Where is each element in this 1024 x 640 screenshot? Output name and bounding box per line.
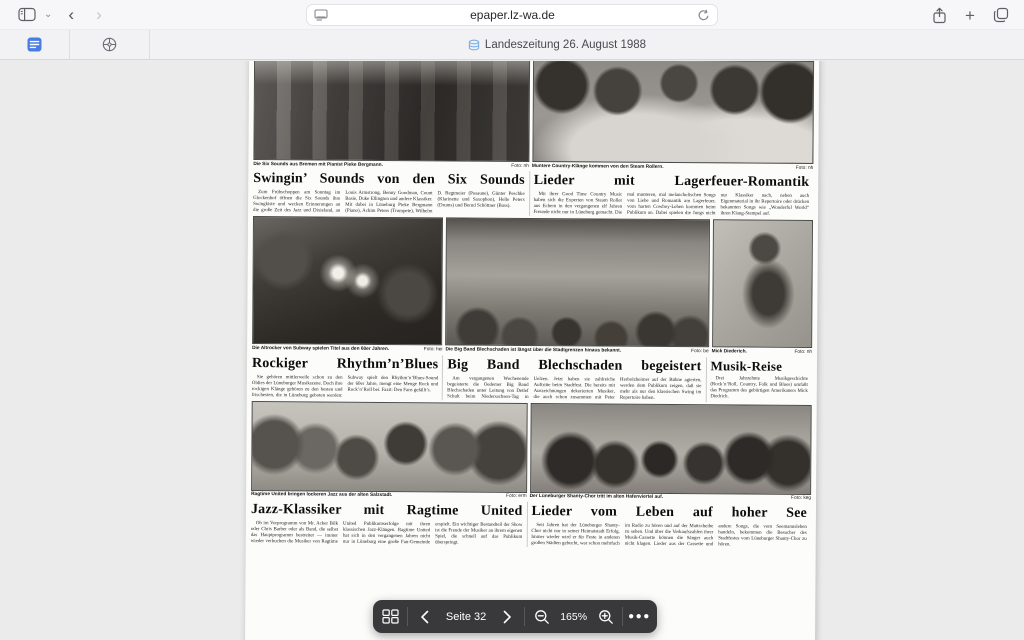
article-musik-reise bbox=[705, 357, 812, 403]
article-body: Sie gehören mittlerweile schon zu den Oldies der Lüneburger Musikszene. Doch ihre rockigen Klänge gehören zu den besten und frischesten, die in Lüneburg geboten werden: Subway spielt den Rhythm’n’Blues-Sound der 60er Jahre, mengt eine Menge Rock und Rock’n’Roll bei. Fazit: Den Fans gefällt’s. bbox=[251, 374, 439, 399]
toolbar-divider bbox=[524, 607, 525, 626]
plus-icon: + bbox=[965, 5, 975, 25]
article-blechschaden bbox=[442, 355, 705, 402]
photo-block-mick-diederich bbox=[712, 220, 813, 356]
back-button[interactable]: ‹ bbox=[68, 5, 75, 24]
photo-credit: Foto: hei bbox=[423, 347, 443, 353]
page-indicator: Seite 32 bbox=[445, 610, 487, 623]
photo-six-sounds bbox=[253, 61, 529, 162]
article-lagerfeuer bbox=[529, 171, 814, 218]
toolbar-divider bbox=[622, 607, 623, 626]
article-headline: Jazz-Klassiker mit Ragtime United bbox=[250, 501, 523, 519]
magnifier-minus-icon bbox=[534, 609, 550, 625]
photo-credit: Foto: nh bbox=[795, 165, 814, 171]
article-six-sounds bbox=[253, 169, 529, 216]
photo-steam-rollers bbox=[532, 61, 814, 164]
article-shanty bbox=[526, 502, 811, 549]
article-headline: Lieder vom Leben auf hoher See bbox=[531, 503, 808, 521]
article-headline: Swingin’ Sounds von den Six Sounds bbox=[253, 171, 525, 189]
new-tab-button[interactable] bbox=[959, 4, 981, 26]
photo-blechschaden bbox=[446, 218, 710, 348]
sidebar-chevron-down-icon[interactable]: ⌄ bbox=[44, 9, 53, 20]
page-format-icon[interactable] bbox=[314, 9, 328, 22]
toolbar-divider bbox=[407, 607, 408, 626]
article-body: Drei Jahrzehnte Musikgeschichte (Rock’n’Roll, Country, Folk und Blues) umfaßt das Programm des gebürtigen Amerikaners Mick Diedrich. bbox=[710, 376, 808, 400]
photo-caption: Mick Diederich. bbox=[711, 349, 747, 355]
photo-row-1 bbox=[253, 61, 814, 171]
browser-titlebar bbox=[0, 0, 1024, 30]
photo-credit: Foto: be bbox=[691, 348, 709, 355]
article-row-2 bbox=[252, 354, 812, 403]
article-headline: Big Band Blechschaden begeistert bbox=[447, 356, 702, 374]
article-row-3 bbox=[251, 500, 811, 549]
sidebar-icon bbox=[18, 7, 36, 22]
article-body: Zum Frühschoppen am Sonntag im Glockenhof öffnen die Six Sounds ihre Swingkiste und wecken Erinnerungen an die große Zeit des Jazz und Dixieland, an Louis Armstrong, Benny Goodman, Count Basie, Duke Ellington und andere Klassiker. Mit dabei in Lüneburg Pieke Bergmann (Piano), Achim Peters (Trompete), Wilhelm D. Regtmeier (Posaune), Günter Peschke (Klarinette und Saxophon), Helle Peters (Drums) und Bernd Schöttner (Bass). bbox=[253, 190, 525, 215]
viewer-toolbar bbox=[373, 600, 657, 633]
article-headline: Rockiger Rhythm’n’Blues bbox=[251, 355, 439, 372]
photo-caption: Muntere Country-Klänge kommen von den Steam Rollern. bbox=[531, 163, 664, 170]
url-text: epaper.lz-wa.de bbox=[470, 8, 555, 22]
photo-caption: Ragtime United bringen lockeren Jazz aus der alten Salzstadt. bbox=[251, 492, 393, 499]
reload-button[interactable] bbox=[697, 9, 710, 22]
article-headline: Lieder mit Lagerfeuer-Romantik bbox=[533, 173, 810, 191]
reader-document-icon bbox=[27, 37, 42, 52]
photo-block-shanty-chor bbox=[530, 403, 812, 502]
photo-caption: Die Big Band Blechschaden ist längst über die Stadtgrenzen hinaus bekannt. bbox=[445, 347, 622, 354]
more-options-button[interactable] bbox=[626, 604, 653, 629]
ellipsis-icon: ●●● bbox=[628, 611, 651, 622]
zoom-level: 165% bbox=[560, 610, 588, 623]
photo-row-3 bbox=[251, 401, 812, 502]
article-headline: Musik-Reise bbox=[710, 357, 783, 374]
article-body: Seit Jahren hat der Lüneburger Shanty-Chor nicht nur in seiner Heimatstadt Erfolg. Immer wieder wird er für Feste in anderen großen Städten gebucht, war schon mehrfach im Radio zu hören und auf der Mattscheibe zu sehen. Und über die Verkaufszahlen ihrer Musik-Cassette können die Sänger auch nicht klagen. Lieder aus der Cassette und andere Songs, die vom Seemannsleben handeln, bekommen die Besucher des Stadtfestes vom Lüneburger Shanty-Chor zu hören. bbox=[531, 522, 807, 548]
photo-mick-diederich bbox=[712, 220, 813, 349]
photo-ragtime-united bbox=[251, 401, 527, 493]
photo-block-ragtime bbox=[251, 401, 527, 500]
pinned-tab-reader[interactable] bbox=[0, 30, 70, 59]
tab-overview-button[interactable] bbox=[990, 4, 1012, 26]
pages-overview-button[interactable] bbox=[377, 604, 404, 629]
photo-credit: Foto: erm bbox=[506, 493, 527, 500]
photo-subway bbox=[252, 216, 443, 345]
photo-caption: Der Lüneburger Shanty-Chor tritt im alten Hafenviertel auf. bbox=[529, 494, 664, 500]
photo-credit: Foto: nh bbox=[794, 349, 813, 355]
photo-caption: Die Altrocker von Subway spielen Titel aus den 60er Jahren. bbox=[252, 345, 390, 352]
newspaper-page[interactable] bbox=[245, 61, 819, 640]
previous-page-button[interactable] bbox=[411, 604, 438, 629]
share-button[interactable] bbox=[928, 4, 950, 26]
url-field[interactable] bbox=[306, 4, 718, 26]
article-row-1 bbox=[253, 169, 813, 218]
article-body: Mit ihrer Good Time Country Music haben sich die Experten von Steam Roller aus Echem in den vergangenen elf Jahren Freunde nicht nur in Lüneburg gemacht. Die mal munteren, mal melancholischen Songs von Liebe und Romantik am Lagerfeuer, vom harten Cowboy-Leben kommen beim Publikum an. Dabei spielen die Jungs nicht nur Klassiker nach, neben auch Eigenmaterial in ihr Repertoire oder drücken bekannten Songs wie „Wonderful World“ ihren Klang-Stempel auf. bbox=[533, 192, 810, 217]
photo-block-steam-rollers bbox=[532, 61, 814, 171]
chevron-left-icon bbox=[420, 610, 429, 624]
article-ragtime bbox=[251, 500, 527, 547]
photo-block-blechschaden bbox=[445, 218, 709, 355]
photo-credit: Foto: nh bbox=[511, 163, 529, 169]
article-body: Ob im Vorprogramm von Mr. Acker Bilk oder Chris Barber oder als Band, die selbst das Hauptprogramm bestreitet — immer wieder verbuchen die Musiker von Ragtime United Publikumserfolge mit ihren klassischen Jazz-Klängen. Ragtime United hat sich in den vergangenen Jahren nicht nur in Lüneburg eine große Fan-Gemeinde erspielt. Ein wichtiger Bestandteil der Show ist die Freude der Musiker an ihrem eigenen Spiel, die schnell auf das Publikum überspringt. bbox=[250, 520, 523, 546]
next-page-button[interactable] bbox=[494, 604, 521, 629]
photo-credit: Foto: keg bbox=[791, 495, 812, 502]
sidebar-toggle-button[interactable] bbox=[16, 4, 38, 26]
tab-title: Landeszeitung 26. August 1988 bbox=[484, 38, 647, 51]
active-tab[interactable] bbox=[90, 30, 1024, 59]
grid-icon bbox=[382, 609, 399, 624]
zoom-in-button[interactable] bbox=[592, 604, 619, 629]
photo-block-six-sounds bbox=[253, 61, 529, 169]
zoom-out-button[interactable] bbox=[528, 604, 555, 629]
site-favicon bbox=[468, 39, 480, 51]
forward-button[interactable]: › bbox=[96, 5, 102, 24]
photo-caption: Die Six Sounds aus Bremen mit Pianist Pieke Bergmann. bbox=[253, 161, 383, 168]
article-body: Am vergangenen Wochenende begeisterte die Oedemer Big Band Blechschaden unter Leitung von Detlef Schult beim Niedersachsen-Tag in Uelzen. Jetzt haben sie zahlreiche Auftritte beim Stadtfest. Die bereits mit Auszeichnungen dekorierten Musiker, die auch schon zusammen mit Peter Herbolzheimer auf der Bühne agierten, werden dem Publikum zeigen, daß sie mehr als nur den klassischen Swing im Repertoire haben. bbox=[447, 376, 702, 401]
photo-shanty-chor bbox=[530, 403, 812, 495]
magnifier-plus-icon bbox=[598, 609, 614, 625]
chevron-right-icon bbox=[503, 610, 512, 624]
photo-block-subway bbox=[252, 216, 443, 353]
article-subway bbox=[252, 354, 443, 400]
tab-bar bbox=[0, 30, 1024, 60]
photo-row-2 bbox=[252, 216, 813, 355]
content-area bbox=[0, 61, 1024, 640]
